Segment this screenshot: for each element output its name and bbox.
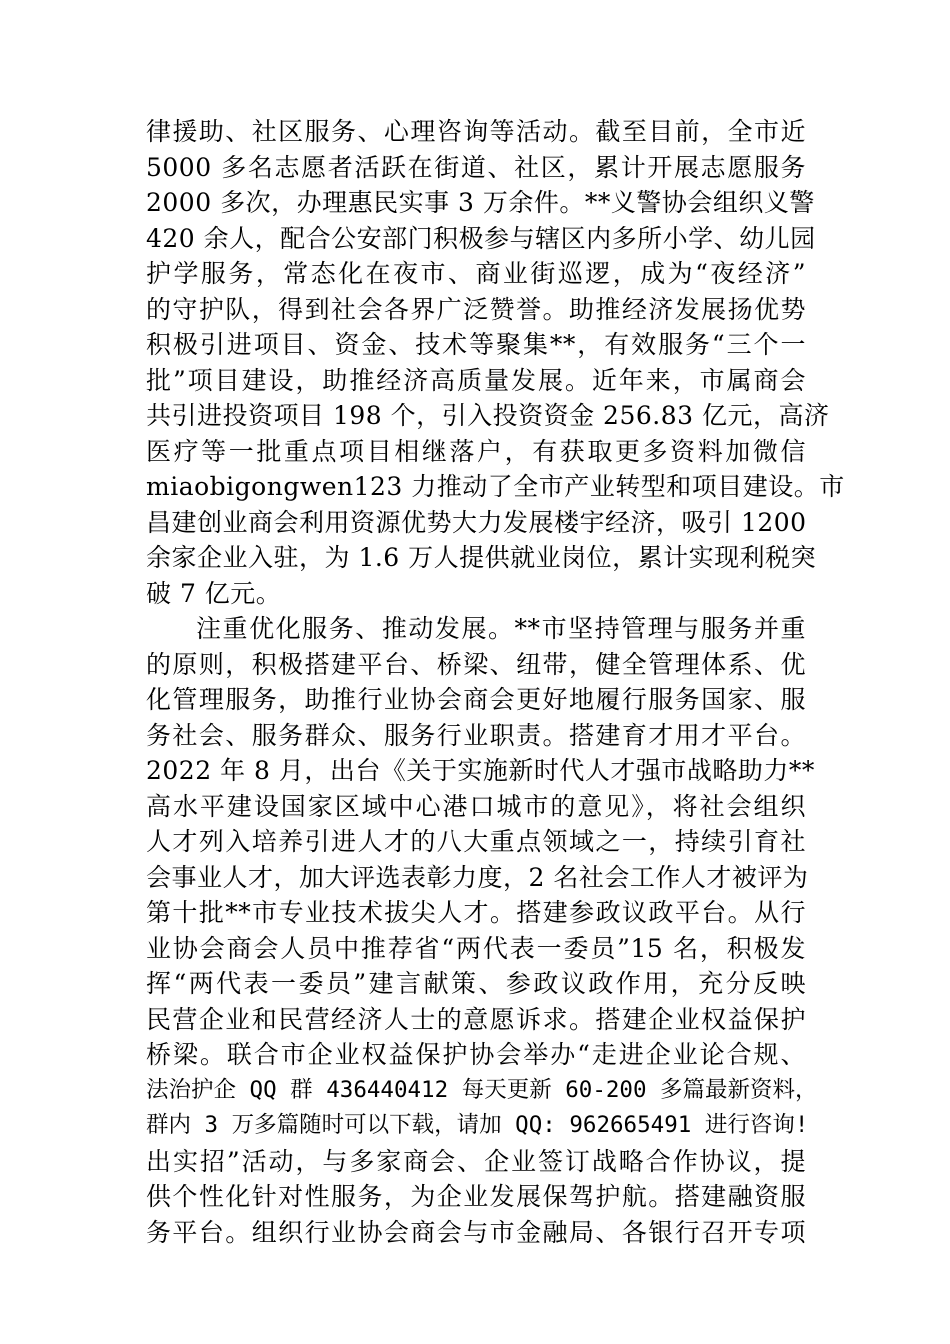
text-line: 业协会商会人员中推荐省“两代表一委员”15 名，积极发 (146, 933, 806, 963)
text-line: 律援助、社区服务、心理咨询等活动。截至目前，全市近 (146, 117, 806, 146)
text-line: 护学服务，常态化在夜市、商业街巡逻，成为“夜经济” (146, 259, 806, 288)
text-line: 破 7 亿元。 (146, 578, 282, 608)
text-line: 的原则，积极搭建平台、桥梁、纽带，健全管理体系、优 (146, 649, 806, 679)
text-line: 供个性化针对性服务，为企业发展保驾护航。搭建融资服 (146, 1182, 806, 1211)
paragraph-first-line: 注重优化服务、推动发展。**市坚持管理与服务并重 (196, 614, 806, 643)
text-line: 法治护企 QQ 群 436440412 每天更新 60-200 多篇最新资料， (146, 1076, 818, 1103)
text-line: 5000 多名志愿者活跃在街道、社区，累计开展志愿服务 (146, 152, 806, 182)
text-line: miaobigongwen123 力推动了全市产业转型和项目建设。市 (146, 472, 845, 501)
text-line: 共引进投资项目 198 个，引入投资资金 256.83 亿元，高济 (146, 401, 830, 430)
text-line: 高水平建设国家区域中心港口城市的意见》，将社会组织 (146, 791, 806, 821)
text-line: 出实招”活动，与多家商会、企业签订战略合作协议，提 (146, 1146, 806, 1176)
text-line: 会事业人才，加大评选表彰力度，2 名社会工作人才被评为 (146, 862, 809, 892)
text-line: 积极引进项目、资金、技术等聚集**，有效服务“三个一 (146, 330, 806, 359)
text-line: 民营企业和民营经济人士的意愿诉求。搭建企业权益保护 (146, 1004, 806, 1034)
text-line: 昌建创业商会利用资源优势大力发展楼宇经济，吸引 1200 (146, 507, 807, 537)
text-line: 2022 年 8 月，出台《关于实施新时代人才强市战略助力** (146, 756, 815, 785)
text-line: 余家企业入驻，为 1.6 万人提供就业岗位，累计实现利税突 (146, 543, 817, 572)
text-line: 桥梁。联合市企业权益保护协会举办“走进企业论合规、 (146, 1040, 806, 1069)
text-line: 人才列入培养引进人才的八大重点领域之一，持续引育社 (146, 827, 806, 856)
text-line: 第十批**市专业技术拔尖人才。搭建参政议政平台。从行 (146, 898, 806, 927)
text-line: 挥“两代表一委员”建言献策、参政议政作用，充分反映 (146, 969, 806, 998)
text-line: 化管理服务，助推行业协会商会更好地履行服务国家、服 (146, 685, 806, 714)
text-line: 群内 3 万多篇随时可以下载，请加 QQ: 962665491 进行咨询! (146, 1112, 809, 1138)
text-line: 420 余人，配合公安部门积极参与辖区内多所小学、幼儿园 (146, 223, 816, 253)
body-text (146, 114, 845, 1250)
text-line: 务平台。组织行业协会商会与市金融局、各银行召开专项 (146, 1217, 806, 1247)
text-line: 批”项目建设，助推经济高质量发展。近年来，市属商会 (146, 365, 806, 395)
text-line: 务社会、服务群众、服务行业职责。搭建育才用才平台。 (146, 720, 806, 750)
text-line: 2000 多次，办理惠民实事 3 万余件。**义警协会组织义警 (146, 188, 815, 217)
text-line: 的守护队，得到社会各界广泛赞誉。助推经济发展扬优势 (146, 294, 806, 324)
text-line: 医疗等一批重点项目相继落户，有获取更多资料加微信 (146, 436, 806, 466)
